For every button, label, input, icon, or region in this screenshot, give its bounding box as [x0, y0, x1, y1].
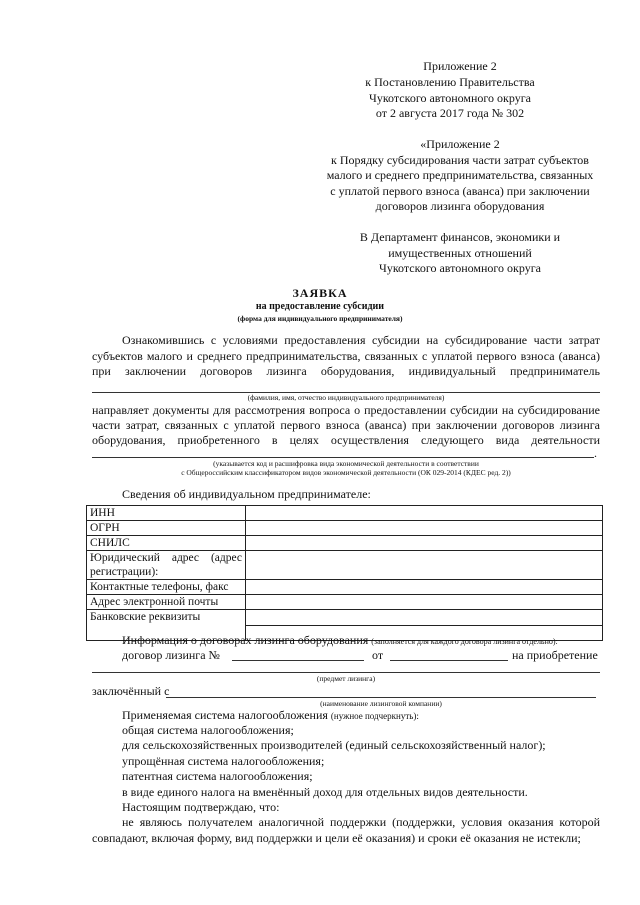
tax-option-simplified[interactable]: упрощённая система налогообложения;: [122, 754, 325, 768]
intro-line1: Ознакомившись с условиями предоставления субсидии на субсидирование части затрат: [122, 333, 600, 347]
entrepreneur-info-table: [86, 505, 603, 641]
appendix-sub-line2: к Порядку субсидирования части затрат субъектов: [331, 153, 589, 167]
info-value-snils[interactable]: [246, 536, 603, 551]
table-row: [87, 506, 603, 521]
info-value-ogrn[interactable]: [246, 521, 603, 536]
leasing-heading-wrap: [122, 633, 558, 648]
tax-option-envd[interactable]: в виде единого налога на вменённый доход для отдельных видов деятельности.: [122, 785, 528, 799]
tax-heading-wrap: [122, 708, 419, 724]
form-subtitle: на предоставление субсидии: [255, 301, 385, 312]
table-row: [87, 580, 603, 595]
confirm-line2: совпадают, включая форму, вид поддержки и цели её оказания) и сроки её оказания не истекли;: [92, 831, 581, 845]
activity-end-period: .: [594, 446, 597, 460]
info-value-address[interactable]: [246, 551, 603, 580]
activity-blank-line[interactable]: [92, 457, 594, 458]
leasing-company-hint: (наименование лизинговой компании): [320, 699, 442, 708]
name-hint: (фамилия, имя, отчество индивидуального предпринимателя): [247, 393, 445, 402]
intro-line5: части затрат, связанных с уплатой первого взноса (аванса) при заключении договоров лизинга: [92, 418, 600, 432]
leasing-subject-field[interactable]: [92, 672, 600, 673]
contract-from-label: от: [372, 648, 384, 662]
info-value-email[interactable]: [246, 595, 603, 610]
contract-date-field[interactable]: [390, 660, 508, 661]
info-label-bank: Банковские реквизиты: [87, 610, 246, 641]
appendix-sub-line4: с уплатой первого взноса (аванса) при заключении: [330, 184, 590, 198]
leasing-company-field[interactable]: [166, 697, 596, 698]
tax-option-patent[interactable]: патентная система налогообложения;: [122, 769, 313, 783]
appendix-sub-line1: «Приложение 2: [420, 137, 500, 151]
table-row: [87, 595, 603, 610]
info-value-phones[interactable]: [246, 580, 603, 595]
table-row: [87, 536, 603, 551]
info-label-snils: СНИЛС: [87, 536, 246, 551]
okved-hint-line1: (указывается код и расшифровка вида экономической деятельности в соответствии: [213, 459, 479, 468]
intro-line4: направляет документы для рассмотрения вопроса о предоставлении субсидии на субсидирование: [92, 403, 600, 417]
info-label-address: Юридический адрес (адрес регистрации):: [87, 551, 246, 580]
info-label-phones: Контактные телефоны, факс: [87, 580, 246, 595]
leasing-heading: Информация о договорах лизинга оборудования: [122, 633, 369, 647]
contract-label: договор лизинга №: [122, 648, 221, 662]
addressee-line2: имущественных отношений: [388, 246, 532, 260]
form-title: ЗАЯВКА: [292, 286, 348, 300]
info-heading: Сведения об индивидуальном предпринимателе:: [122, 487, 371, 501]
confirm-line1: не являюсь получателем аналогичной поддержки (поддержки, условия оказания которой: [122, 815, 600, 829]
appendix-sub-line5: договоров лизинга оборудования: [375, 199, 545, 213]
appendix-header-line3: Чукотского автономного округа: [369, 91, 531, 105]
tax-option-agricultural[interactable]: для сельскохозяйственных производителей (единый сельскохозяйственный налог);: [122, 738, 546, 752]
info-label-email: Адрес электронной почты: [87, 595, 246, 610]
okved-hint-line2: с Общероссийским классификатором видов экономической деятельности (ОК 029-2014 (КДЕС ред. 2)): [181, 468, 511, 477]
leasing-heading-note: (заполняется для каждого договора лизинга отдельно):: [371, 637, 558, 646]
table-row: [87, 551, 603, 580]
contract-purchase-label: на приобретение: [512, 648, 598, 662]
tax-heading-note: (нужное подчеркнуть):: [330, 711, 419, 721]
leasing-subject-hint: (предмет лизинга): [316, 674, 376, 683]
addressee-line3: Чукотского автономного округа: [379, 261, 541, 275]
addressee-line1: В Департамент финансов, экономики и: [359, 230, 561, 244]
form-type-note: (форма для индивидуального предпринимателя): [237, 314, 403, 323]
info-value-inn[interactable]: [246, 506, 603, 521]
tax-heading: Применяемая система налогообложения: [122, 708, 328, 722]
appendix-header-line2: к Постановлению Правительства: [365, 75, 535, 89]
table-row: [87, 521, 603, 536]
intro-line6: оборудования, приобретенного в целях осуществления следующего вида деятельности: [92, 433, 600, 447]
info-label-ogrn: ОГРН: [87, 521, 246, 536]
confirm-heading: Настоящим подтверждаю, что:: [122, 800, 280, 814]
concluded-label: заключённый с: [92, 684, 170, 698]
appendix-sub-line3: малого и среднего предпринимательства, связанных: [326, 168, 594, 182]
tax-option-general[interactable]: общая система налогообложения;: [122, 723, 294, 737]
intro-line3: при заключении договоров лизинга оборудования, индивидуальный предприниматель: [92, 364, 600, 378]
contract-number-field[interactable]: [232, 660, 364, 661]
appendix-header-line1: Приложение 2: [423, 59, 497, 73]
intro-line2: субъектов малого и среднего предпринимательства, связанных с уплатой первого взноса (аванса): [92, 349, 600, 363]
info-label-inn: ИНН: [87, 506, 246, 521]
appendix-header-line4: от 2 августа 2017 года № 302: [375, 106, 525, 120]
